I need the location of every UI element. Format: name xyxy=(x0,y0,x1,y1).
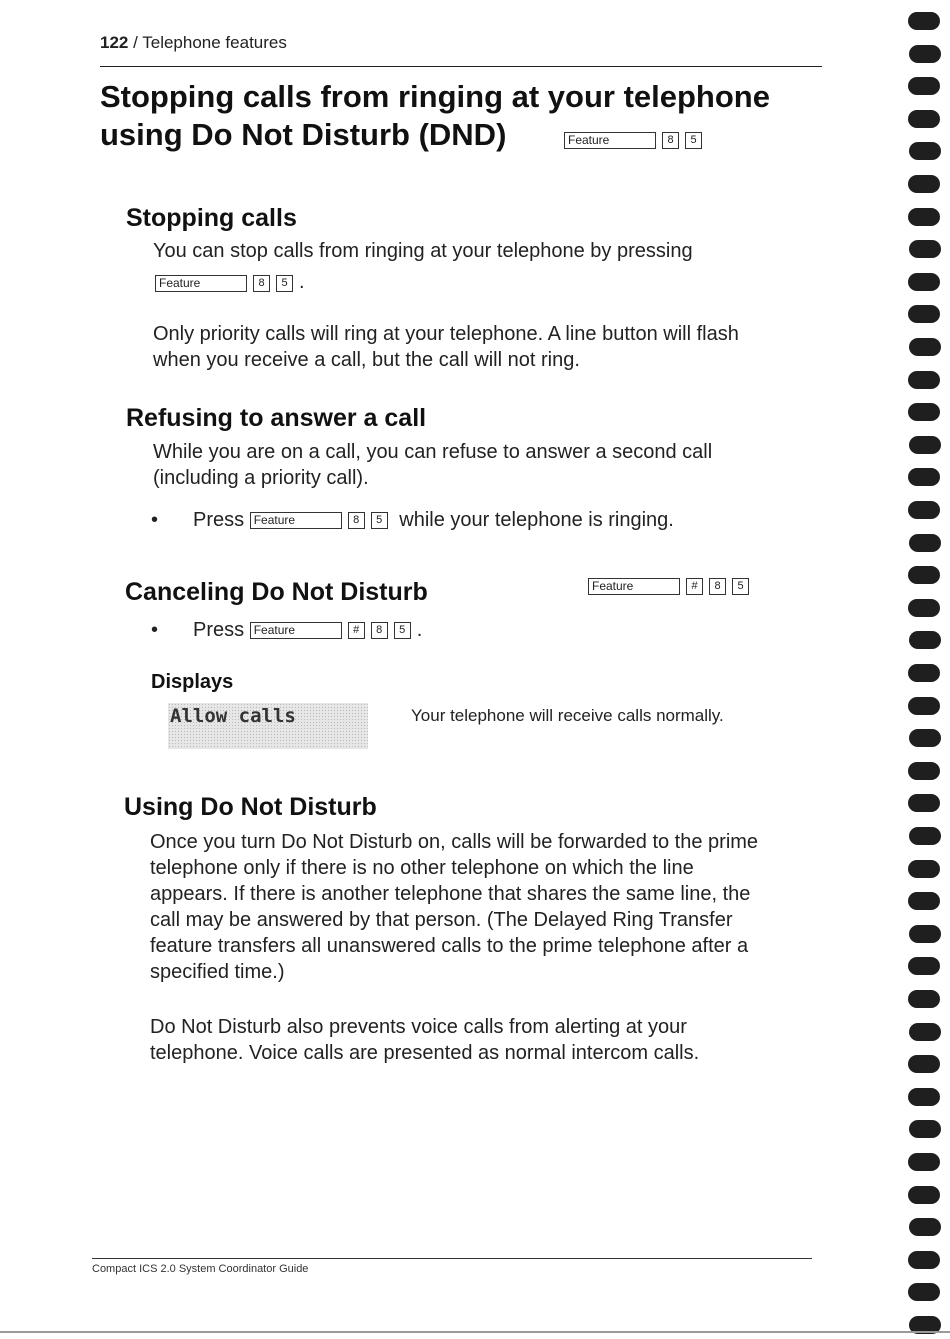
binding-ring xyxy=(909,338,941,356)
feature-key: Feature xyxy=(564,132,656,149)
refusing-heading: Refusing to answer a call xyxy=(126,404,427,432)
binding-ring xyxy=(908,175,940,193)
refusing-line2: (including a priority call). xyxy=(153,467,369,489)
binding-ring xyxy=(908,1186,940,1204)
using-dnd-p2-line: telephone. Voice calls are presented as normal intercom calls. xyxy=(150,1042,700,1064)
stopping-calls-p2-line1: Only priority calls will ring at your telephone. A line button will flash xyxy=(153,323,739,345)
binding-ring xyxy=(908,664,940,682)
digit-8-key: 8 xyxy=(662,132,679,149)
digit-5-key: 5 xyxy=(732,578,749,595)
binding-ring xyxy=(908,1153,940,1171)
hash-key: # xyxy=(686,578,703,595)
using-dnd-p1-line: telephone only if there is no other telephone on which the line xyxy=(150,857,694,879)
page-title-line2-text: using Do Not Disturb (DND) xyxy=(100,117,507,152)
page-number: 122 xyxy=(100,33,129,52)
binding-ring xyxy=(908,273,940,291)
stopping-calls-p2-line2: when you receive a call, but the call will not ring. xyxy=(153,349,580,371)
display-screen xyxy=(168,703,368,749)
using-dnd-heading: Using Do Not Disturb xyxy=(124,793,377,821)
digit-8-key: 8 xyxy=(371,622,388,639)
binding-ring xyxy=(908,403,940,421)
footer-rule xyxy=(92,1258,812,1259)
using-dnd-p1-line: feature transfers all unanswered calls to the prime telephone after a xyxy=(150,935,749,957)
header-section: Telephone features xyxy=(142,33,287,52)
digit-5-key: 5 xyxy=(276,275,293,292)
binding-ring xyxy=(908,697,940,715)
binding-ring xyxy=(908,1283,940,1301)
stopping-calls-p1: You can stop calls from ringing at your telephone by pressing xyxy=(153,240,693,262)
digit-5-key: 5 xyxy=(371,512,388,529)
binding-ring xyxy=(909,534,941,552)
binding-ring xyxy=(908,77,940,95)
binding-ring xyxy=(908,12,940,30)
using-dnd-paragraph-1 xyxy=(150,829,758,985)
display-screen-text: Allow calls xyxy=(170,705,296,727)
refusing-line1: While you are on a call, you can refuse to answer a second call xyxy=(153,441,713,463)
title-key-sequence xyxy=(564,132,708,150)
using-dnd-p1-line: specified time.) xyxy=(150,961,285,983)
refusing-tail: while your telephone is ringing. xyxy=(399,509,674,531)
digit-5-key: 5 xyxy=(685,132,702,149)
using-dnd-p2-line: Do Not Disturb also prevents voice calls from alerting at your xyxy=(150,1016,687,1038)
binding-ring xyxy=(908,860,940,878)
canceling-period: . xyxy=(416,619,423,641)
binding-ring xyxy=(908,305,940,323)
binding-ring xyxy=(908,794,940,812)
stopping-calls-p2 xyxy=(153,321,739,373)
binding-ring xyxy=(908,762,940,780)
digit-5-key: 5 xyxy=(394,622,411,639)
binding-ring xyxy=(908,1055,940,1073)
binding-ring xyxy=(909,1120,941,1138)
binding-ring xyxy=(908,110,940,128)
binding-ring xyxy=(908,566,940,584)
binding-ring xyxy=(908,599,940,617)
binding-ring xyxy=(909,45,941,63)
page-header xyxy=(100,33,287,53)
binding-ring xyxy=(909,436,941,454)
binding-ring xyxy=(909,827,941,845)
binding-ring xyxy=(908,468,940,486)
canceling-bullet: • xyxy=(151,619,159,641)
displays-heading: Displays xyxy=(151,671,234,693)
binding-ring xyxy=(908,371,940,389)
page-edge xyxy=(0,1331,950,1333)
page-title-line1: Stopping calls from ringing at your telephone xyxy=(100,79,770,114)
binding-ring xyxy=(908,957,940,975)
binding-ring xyxy=(908,892,940,910)
feature-key: Feature xyxy=(250,512,342,529)
binding-ring xyxy=(909,1023,941,1041)
stopping-period: . xyxy=(299,271,305,293)
canceling-step xyxy=(193,617,422,643)
binding-ring xyxy=(909,1218,941,1236)
refusing-step xyxy=(193,507,674,533)
binding-ring xyxy=(909,631,941,649)
header-separator: / xyxy=(128,33,143,52)
footer-text: Compact ICS 2.0 System Coordinator Guide xyxy=(92,1263,309,1275)
binding-ring xyxy=(909,925,941,943)
binding-ring xyxy=(908,501,940,519)
feature-key: Feature xyxy=(588,578,680,595)
spiral-binding xyxy=(908,0,950,1339)
press-label: Press xyxy=(193,509,245,531)
press-label: Press xyxy=(193,619,245,641)
canceling-heading: Canceling Do Not Disturb xyxy=(125,578,428,606)
using-dnd-p1-line: call may be answered by that person. (The Delayed Ring Transfer xyxy=(150,909,733,931)
stopping-calls-heading: Stopping calls xyxy=(126,204,297,232)
canceling-side-key-sequence xyxy=(588,578,755,596)
display-description: Your telephone will receive calls normally. xyxy=(411,706,724,725)
feature-key: Feature xyxy=(155,275,247,292)
refusing-paragraph xyxy=(153,439,712,491)
digit-8-key: 8 xyxy=(348,512,365,529)
refusing-bullet: • xyxy=(151,509,159,531)
binding-ring xyxy=(909,240,941,258)
digit-8-key: 8 xyxy=(709,578,726,595)
binding-ring xyxy=(909,729,941,747)
binding-ring xyxy=(909,142,941,160)
hash-key: # xyxy=(348,622,365,639)
binding-ring xyxy=(908,1088,940,1106)
binding-ring xyxy=(908,1251,940,1269)
using-dnd-p1-line: Once you turn Do Not Disturb on, calls will be forwarded to the prime xyxy=(150,831,759,853)
digit-8-key: 8 xyxy=(253,275,270,292)
header-rule xyxy=(100,66,822,67)
using-dnd-p1-line: appears. If there is another telephone that shares the same line, the xyxy=(150,883,751,905)
stopping-key-sequence xyxy=(155,269,305,295)
binding-ring xyxy=(908,990,940,1008)
binding-ring xyxy=(908,208,940,226)
feature-key: Feature xyxy=(250,622,342,639)
using-dnd-paragraph-2 xyxy=(150,1014,699,1066)
